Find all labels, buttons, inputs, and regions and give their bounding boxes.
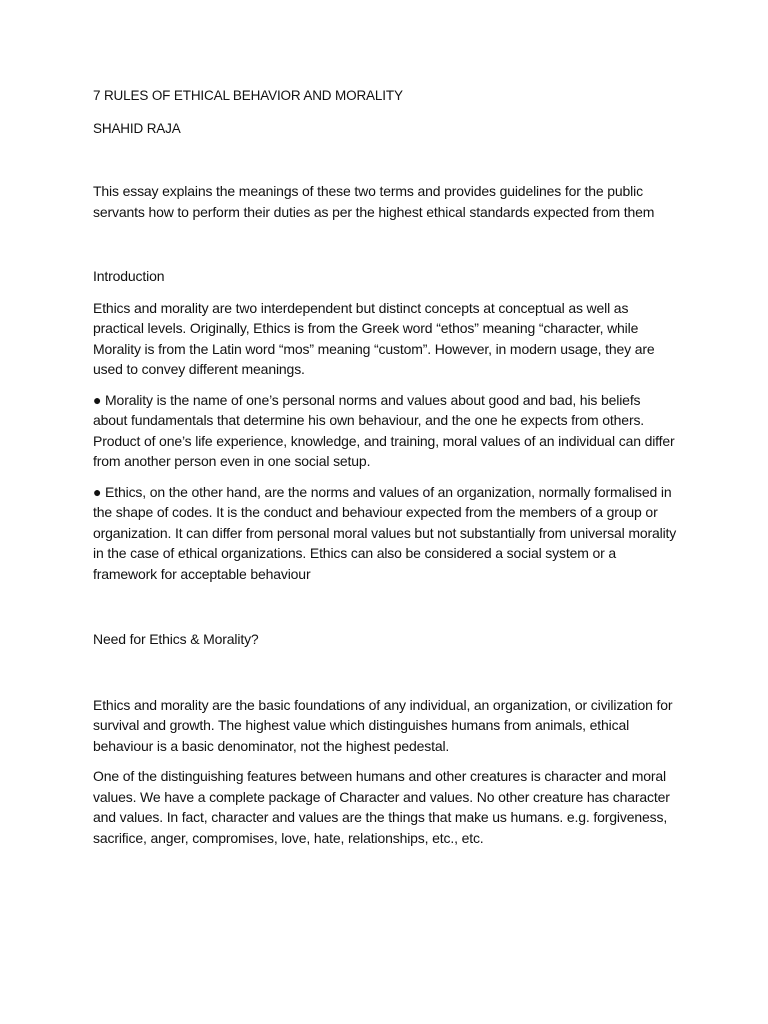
- character-paragraph: One of the distinguishing features between humans and other creatures is character and moral values. We have a complete package of Character and values. No other creature has character and values. In fact, character and values are the things that make us humans. e.g. forgiveness, sacrifice, anger, compromises, love, hate, relationships, etc., etc.: [93, 768, 670, 846]
- abstract-paragraph: This essay explains the meanings of these two terms and provides guidelines for the public servants how to perform their duties as per the highest ethical standards expected from them: [93, 183, 655, 220]
- ethics-bullet-paragraph: ● Ethics, on the other hand, are the norms and values of an organization, normally formalised in the shape of codes. It is the conduct and behaviour expected from the members of a group or organization. It can differ from personal moral values but not substantially from universal morality in the case of ethical organizations. Ethics can also be considered a social system or a framework for acceptable behaviour: [93, 483, 677, 582]
- need-paragraph: Ethics and morality are the basic foundations of any individual, an organization, or civilization for survival and growth. The highest value which distinguishes humans from animals, ethical behaviour is a basic denominator, not the highest pedestal.: [93, 696, 673, 754]
- document-title: 7 RULES OF ETHICAL BEHAVIOR AND MORALITY: [93, 88, 403, 103]
- morality-bullet-paragraph: ● Morality is the name of one’s personal norms and values about good and bad, his beliefs about fundamentals that determine his own behaviour, and the one he expects from others. Product of one’s life experience, knowledge, and training, moral values of an individual can differ from another person even in one social setup.: [93, 391, 675, 469]
- document-author: SHAHID RAJA: [93, 121, 181, 136]
- document-body: [93, 86, 678, 848]
- introduction-paragraph: Ethics and morality are two interdependent but distinct concepts at conceptual as well as practical levels. Originally, Ethics is from the Greek word “ethos” meaning “character, while Morality is from the Latin word “mos” meaning “custom”. However, in modern usage, they are used to convey different meanings.: [93, 299, 655, 377]
- introduction-heading: Introduction: [93, 268, 165, 284]
- need-heading: Need for Ethics & Morality?: [93, 631, 259, 647]
